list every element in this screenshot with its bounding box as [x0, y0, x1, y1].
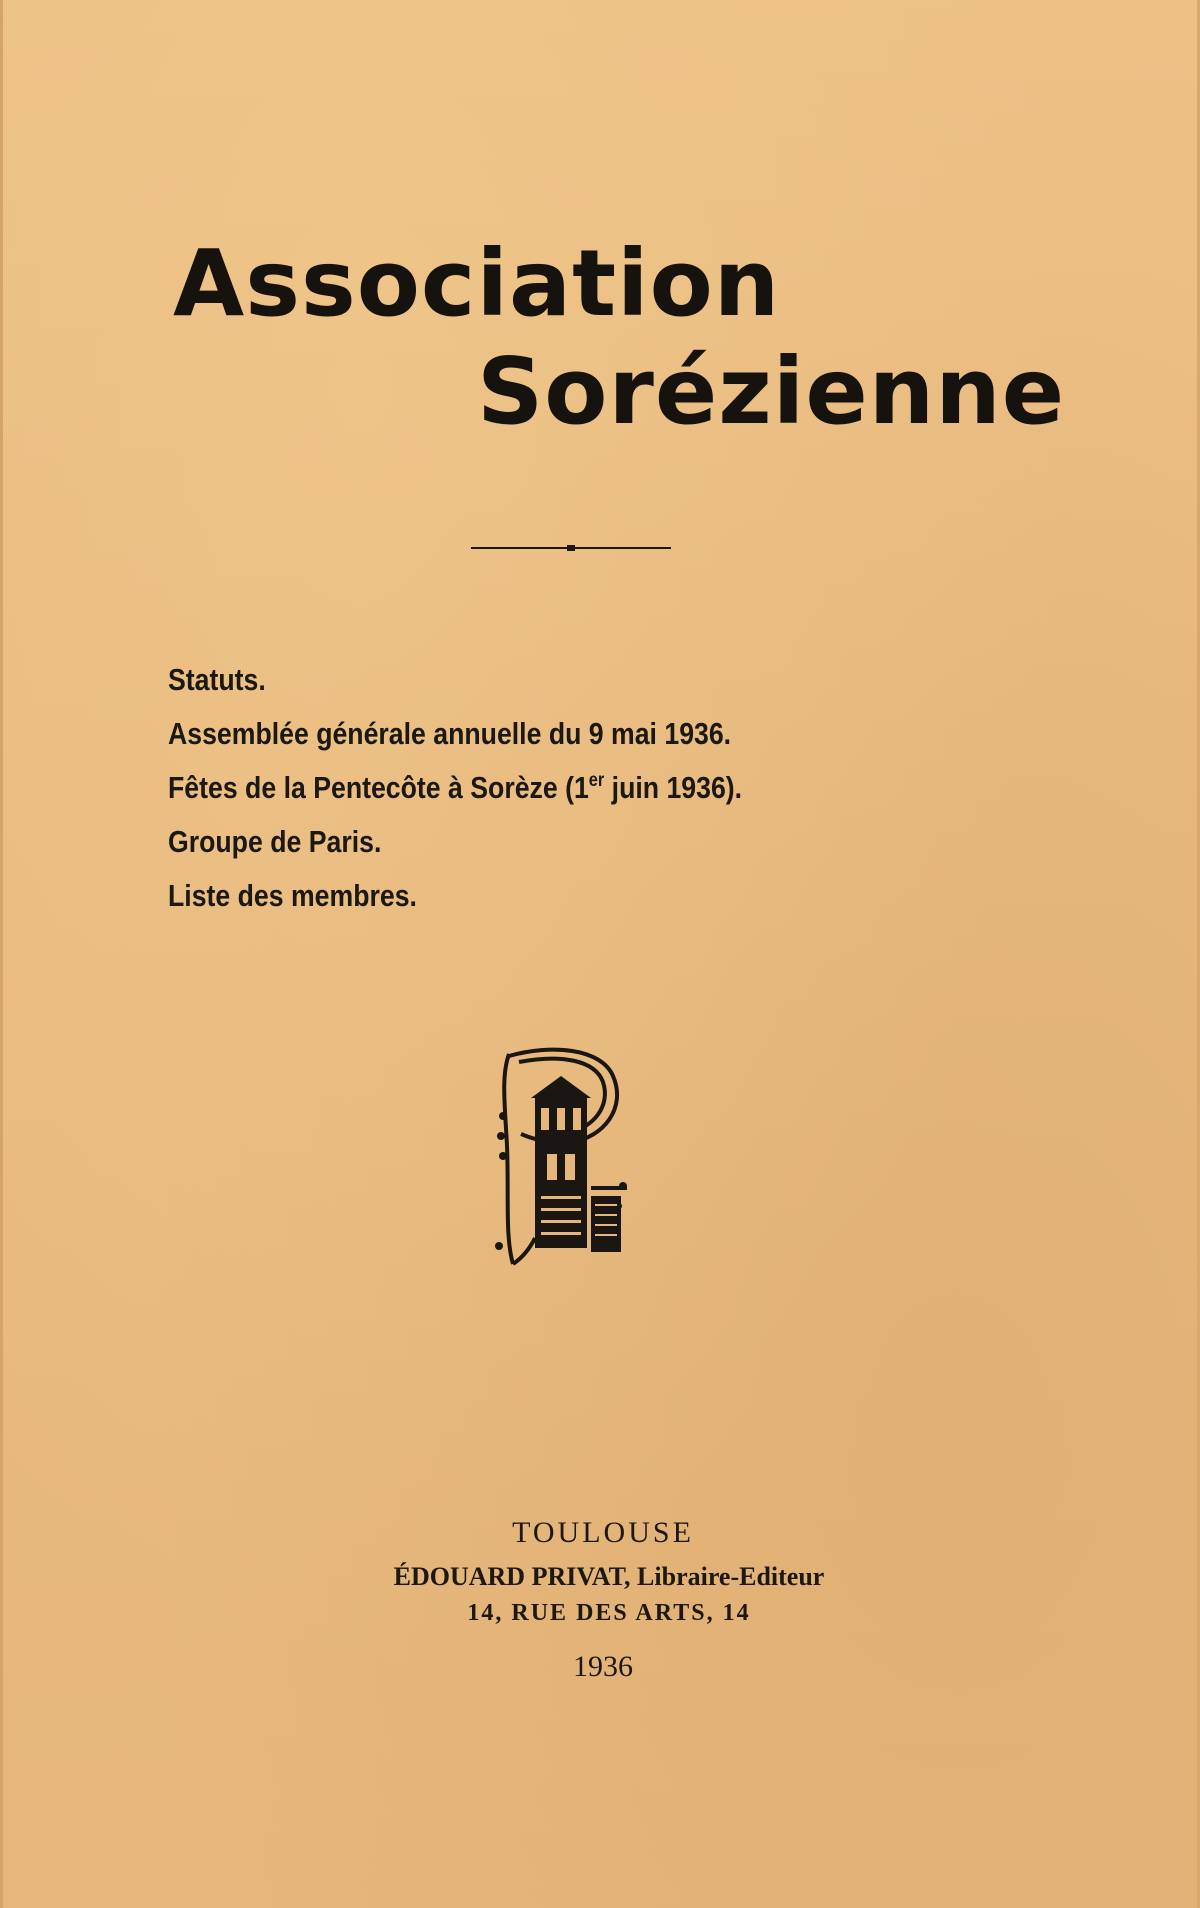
contents-item: Assemblée générale annuelle du 9 mai 1936. — [168, 716, 732, 751]
contents-item: Groupe de Paris. — [168, 824, 382, 859]
ornamental-divider — [471, 544, 671, 552]
imprint-address: 14, RUE DES ARTS, 14 — [467, 1600, 751, 1626]
imprint-city: TOULOUSE — [512, 1516, 694, 1549]
title-line-1: Association — [173, 230, 781, 337]
contents-list — [168, 660, 742, 930]
contents-item: Statuts. — [168, 662, 266, 697]
contents-item: Fêtes de la Pentecôte à Sorèze (1er juin 1936). — [168, 770, 743, 805]
sorèze-tower-monogram-icon — [491, 1046, 641, 1270]
imprint-year: 1936 — [573, 1650, 633, 1683]
contents-item: Liste des membres. — [168, 878, 417, 913]
imprint-publisher: ÉDOUARD PRIVAT, Libraire-Editeur — [393, 1562, 825, 1591]
title-line-2: Sorézienne — [477, 338, 1066, 445]
